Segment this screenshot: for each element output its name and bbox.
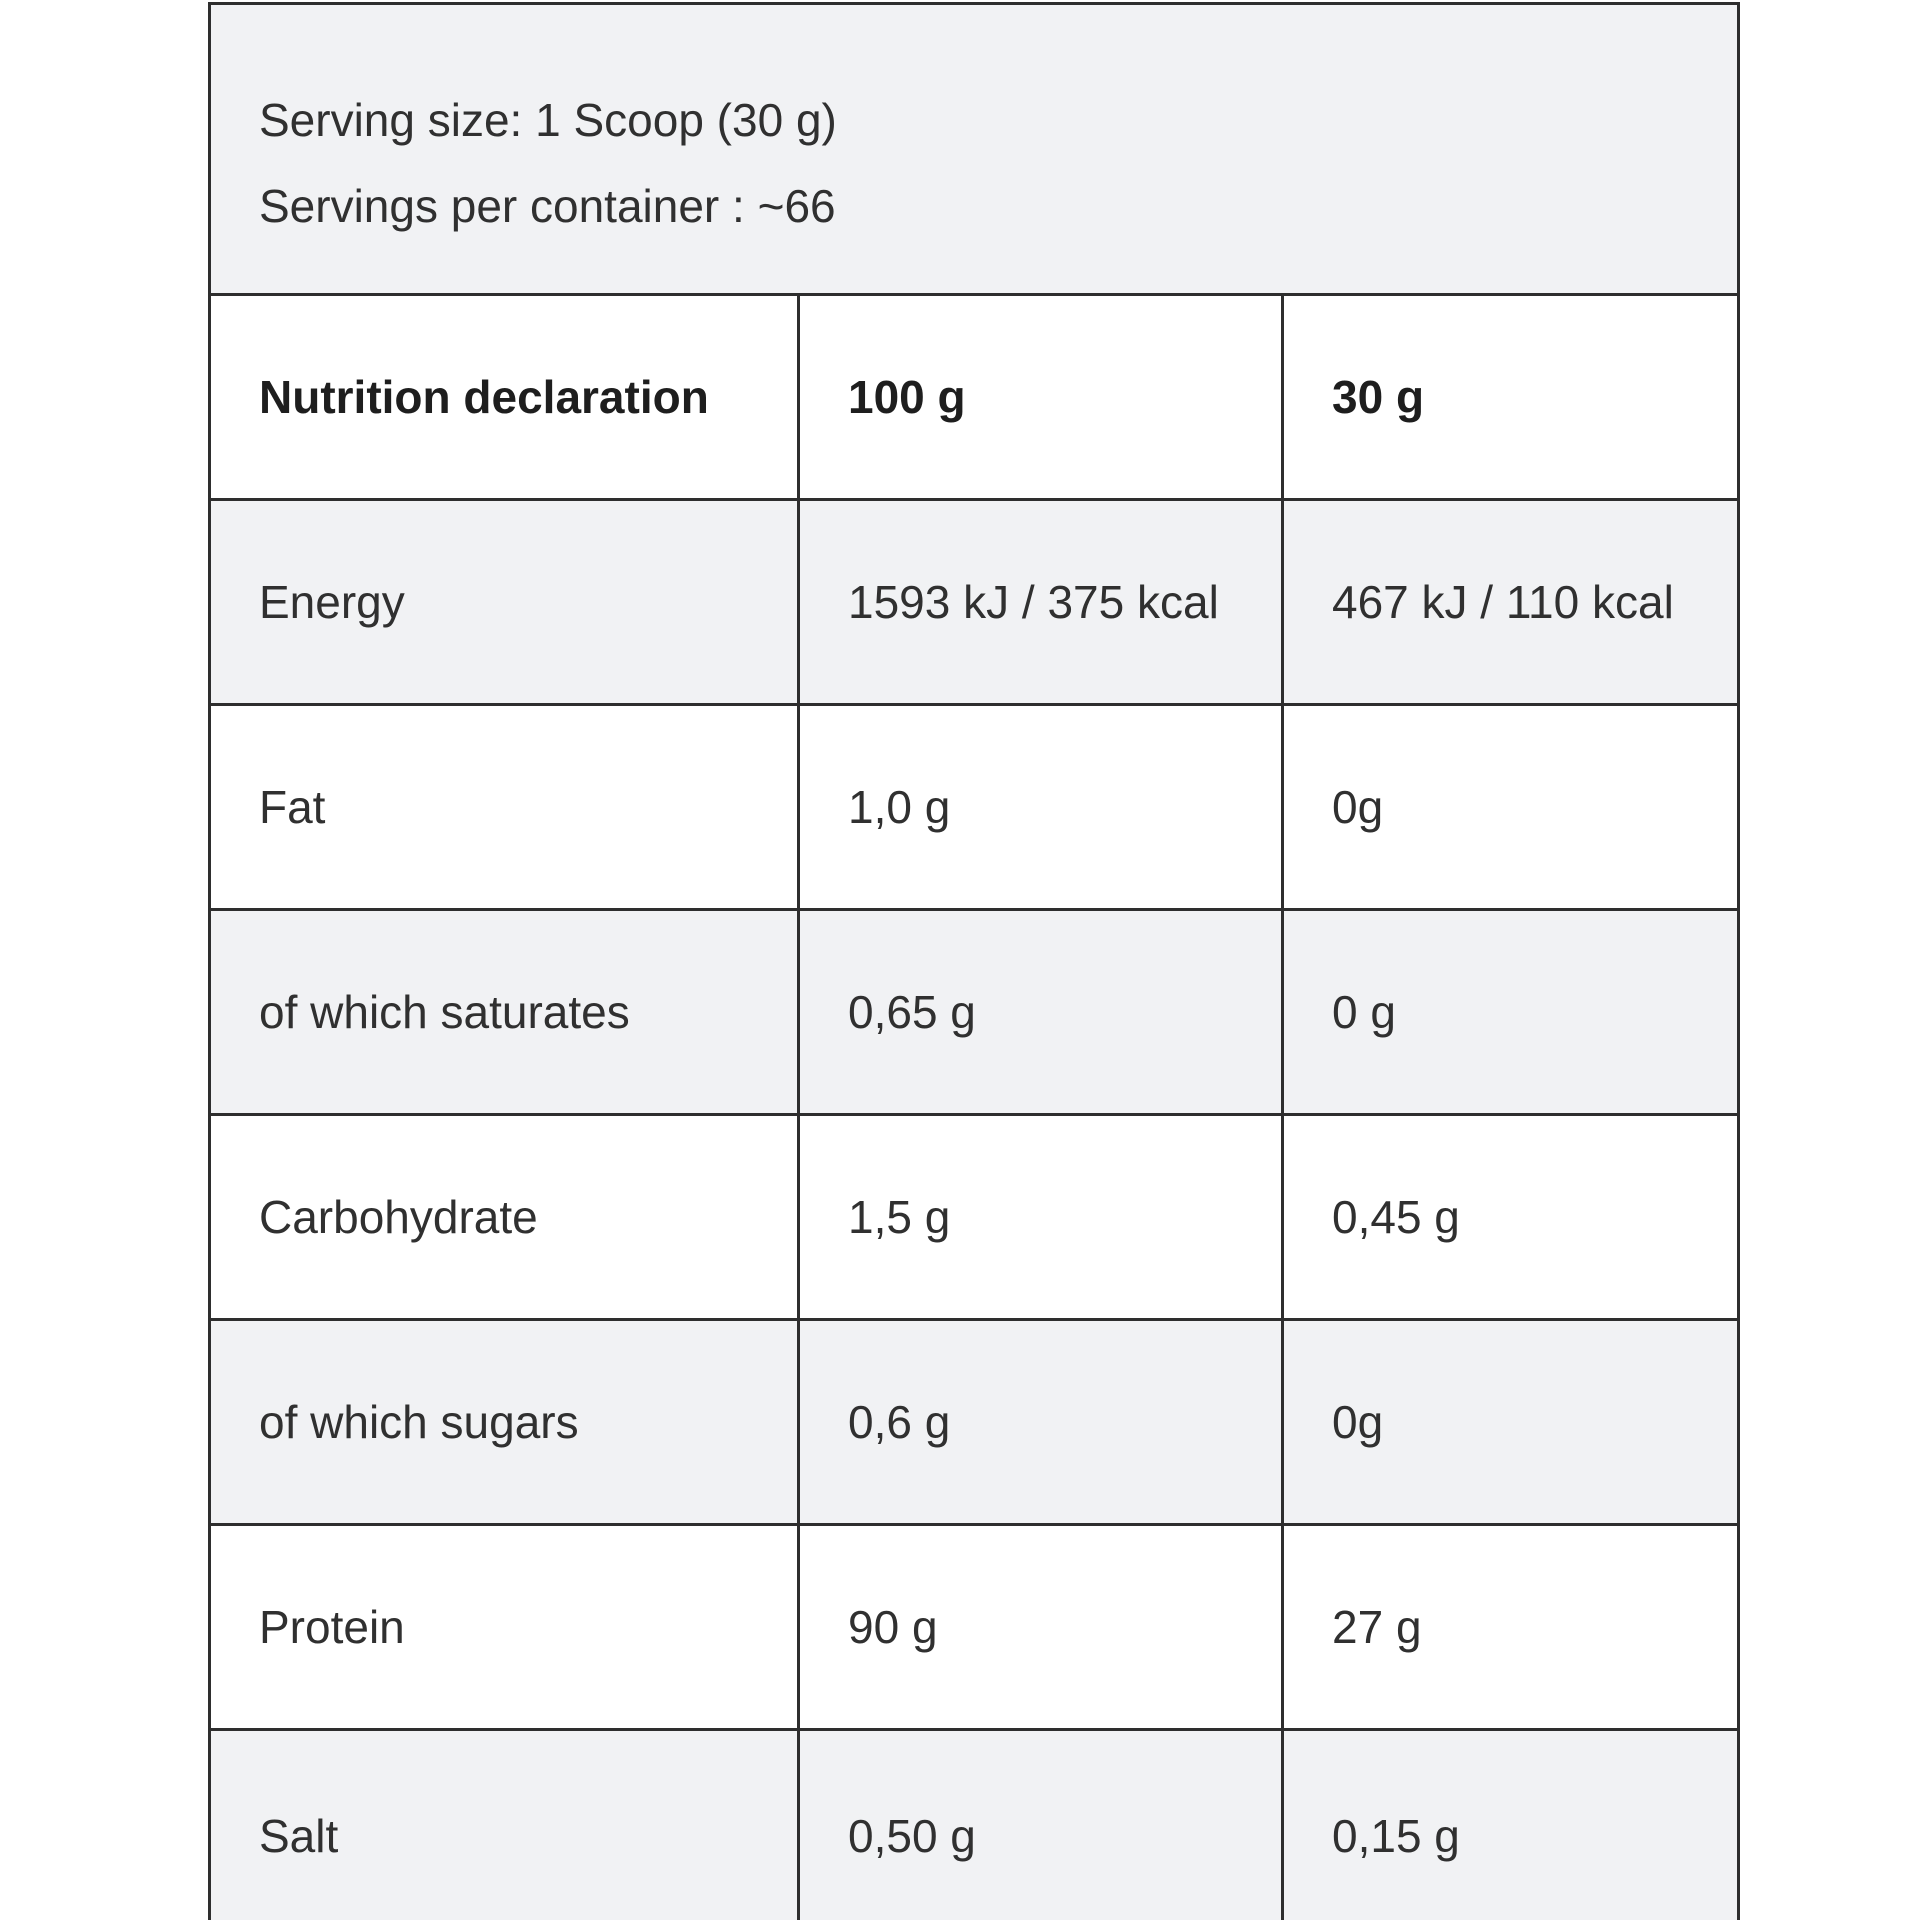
header-nutrition-declaration: Nutrition declaration <box>211 296 800 498</box>
header-per-serving: 30 g <box>1332 371 1425 423</box>
table-header-row <box>211 296 1737 501</box>
table-row-fat <box>211 706 1737 911</box>
row-value-100g: 0,6 g <box>800 1321 1284 1523</box>
row-value-100g: 1,0 g <box>800 706 1284 908</box>
row-value-serving: 467 kJ / 110 kcal <box>1332 576 1674 628</box>
serving-info <box>211 5 1737 296</box>
row-label: of which sugars <box>211 1321 800 1523</box>
servings-per-container: Servings per container : ~66 <box>259 180 836 232</box>
row-label: Carbohydrate <box>211 1116 800 1318</box>
row-value-100g: 0,50 g <box>800 1731 1284 1920</box>
table-row-energy <box>211 501 1737 706</box>
table-row-protein <box>211 1526 1737 1731</box>
serving-size: Serving size: 1 Scoop (30 g) <box>259 94 837 146</box>
table-row-sugars <box>211 1321 1737 1526</box>
row-value-serving: 27 g <box>1332 1601 1422 1653</box>
row-value-100g: 1593 kJ / 375 kcal <box>800 501 1284 703</box>
table-row-salt <box>211 1731 1737 1920</box>
row-value-serving: 0,45 g <box>1332 1191 1460 1243</box>
table-row-saturates <box>211 911 1737 1116</box>
table-row-carbohydrate <box>211 1116 1737 1321</box>
row-value-100g: 1,5 g <box>800 1116 1284 1318</box>
row-label: of which saturates <box>211 911 800 1113</box>
row-value-100g: 0,65 g <box>800 911 1284 1113</box>
row-value-serving: 0g <box>1332 1396 1384 1448</box>
nutrition-label <box>208 2 1740 1920</box>
row-label: Fat <box>211 706 800 908</box>
row-label: Salt <box>211 1731 800 1920</box>
row-value-serving: 0,15 g <box>1332 1810 1460 1862</box>
header-per-100g: 100 g <box>800 296 1284 498</box>
row-label: Protein <box>211 1526 800 1728</box>
row-value-serving: 0 g <box>1332 986 1396 1038</box>
row-label: Energy <box>211 501 800 703</box>
row-value-100g: 90 g <box>800 1526 1284 1728</box>
row-value-serving: 0g <box>1332 781 1384 833</box>
